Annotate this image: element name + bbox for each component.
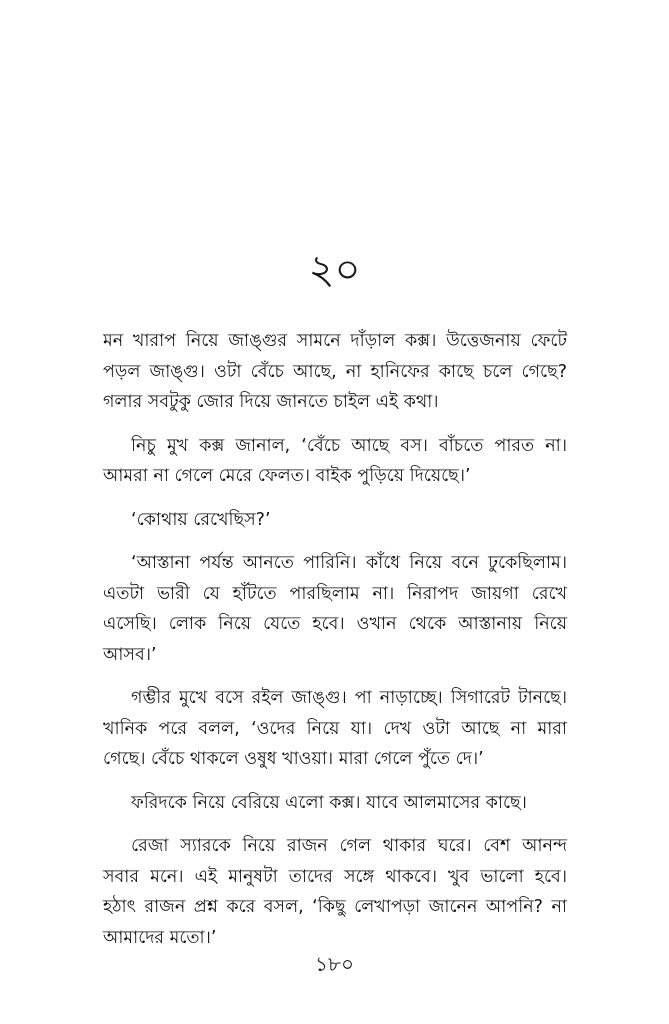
chapter-body [103, 326, 567, 966]
paragraph [103, 548, 567, 670]
text-line: এসেছি। লোক নিয়ে যেতে হবে। ওখান থেকে আস্তানায় নিয়ে [103, 614, 567, 634]
text-line: গম্ভীর মুখে বসে রইল জাঙ্গু। পা নাড়াচ্ছে। সিগারেট টানছে। [131, 688, 567, 708]
paragraph [103, 831, 567, 953]
text-line: গলার সবটুকু জোর দিয়ে জানতে চাইল এই কথা। [103, 392, 439, 412]
paragraph [103, 326, 567, 418]
text-line: খানিক পরে বলল, ‘ওদের নিয়ে যা। দেখ ওটা আছে না মারা [103, 718, 567, 739]
text-line: হঠাৎ রাজন প্রশ্ন করে বসল, ‘কিছু লেখাপড়া জানেন আপনি? না [103, 897, 567, 917]
paragraph [103, 505, 567, 536]
text-line: ‘আস্তানা পর্যন্ত আনতে পারিনি। কাঁধে নিয়ে বনে ঢুকেছিলাম। [131, 553, 567, 573]
text-line: নিচু মুখ কক্স জানাল, ‘বেঁচে আছে বস। বাঁচতে পারত না। [131, 435, 567, 456]
text-line: এতটা ভারী যে হাঁটতে পারছিলাম না। নিরাপদ জায়গা রেখে [103, 583, 567, 604]
text-line: গেছে। বেঁচে থাকলে ওষুধ খাওয়া। মারা গেলে পুঁতে দে।’ [103, 749, 484, 769]
text-line: আমরা না গেলে মেরে ফেলত। বাইক পুড়িয়ে দিয়েছে।’ [103, 466, 471, 486]
text-line: আমাদের মতো।’ [103, 927, 217, 948]
text-line: মন খারাপ নিয়ে জাঙ্গুর সামনে দাঁড়াল কক্স। উত্তেজনায় ফেটে [103, 331, 567, 351]
text-line: পড়ল জাঙ্গু। ওটা বেঁচে আছে, না হানিফের কাছে চলে গেছে? [103, 361, 567, 382]
text-line: সবার মনে। এই মানুষটা তাদের সঙ্গে থাকবে। খুব ভালো হবে। [103, 866, 567, 887]
paragraph [103, 431, 567, 492]
text-line: আসব।’ [103, 644, 157, 665]
page-number: ১৮০ [315, 952, 354, 976]
text-line: ফরিদকে নিয়ে বেরিয়ে এলো কক্স। যাবে আলমাসের কাছে। [131, 792, 527, 813]
text-line: ‘কোথায় রেখেছিস?’ [131, 509, 271, 530]
chapter-number: ২০ [308, 247, 361, 293]
paragraph [103, 788, 567, 819]
paragraph [103, 683, 567, 775]
text-line: রেজা স্যারকে নিয়ে রাজন গেল থাকার ঘরে। বেশ আনন্দ [131, 836, 567, 856]
